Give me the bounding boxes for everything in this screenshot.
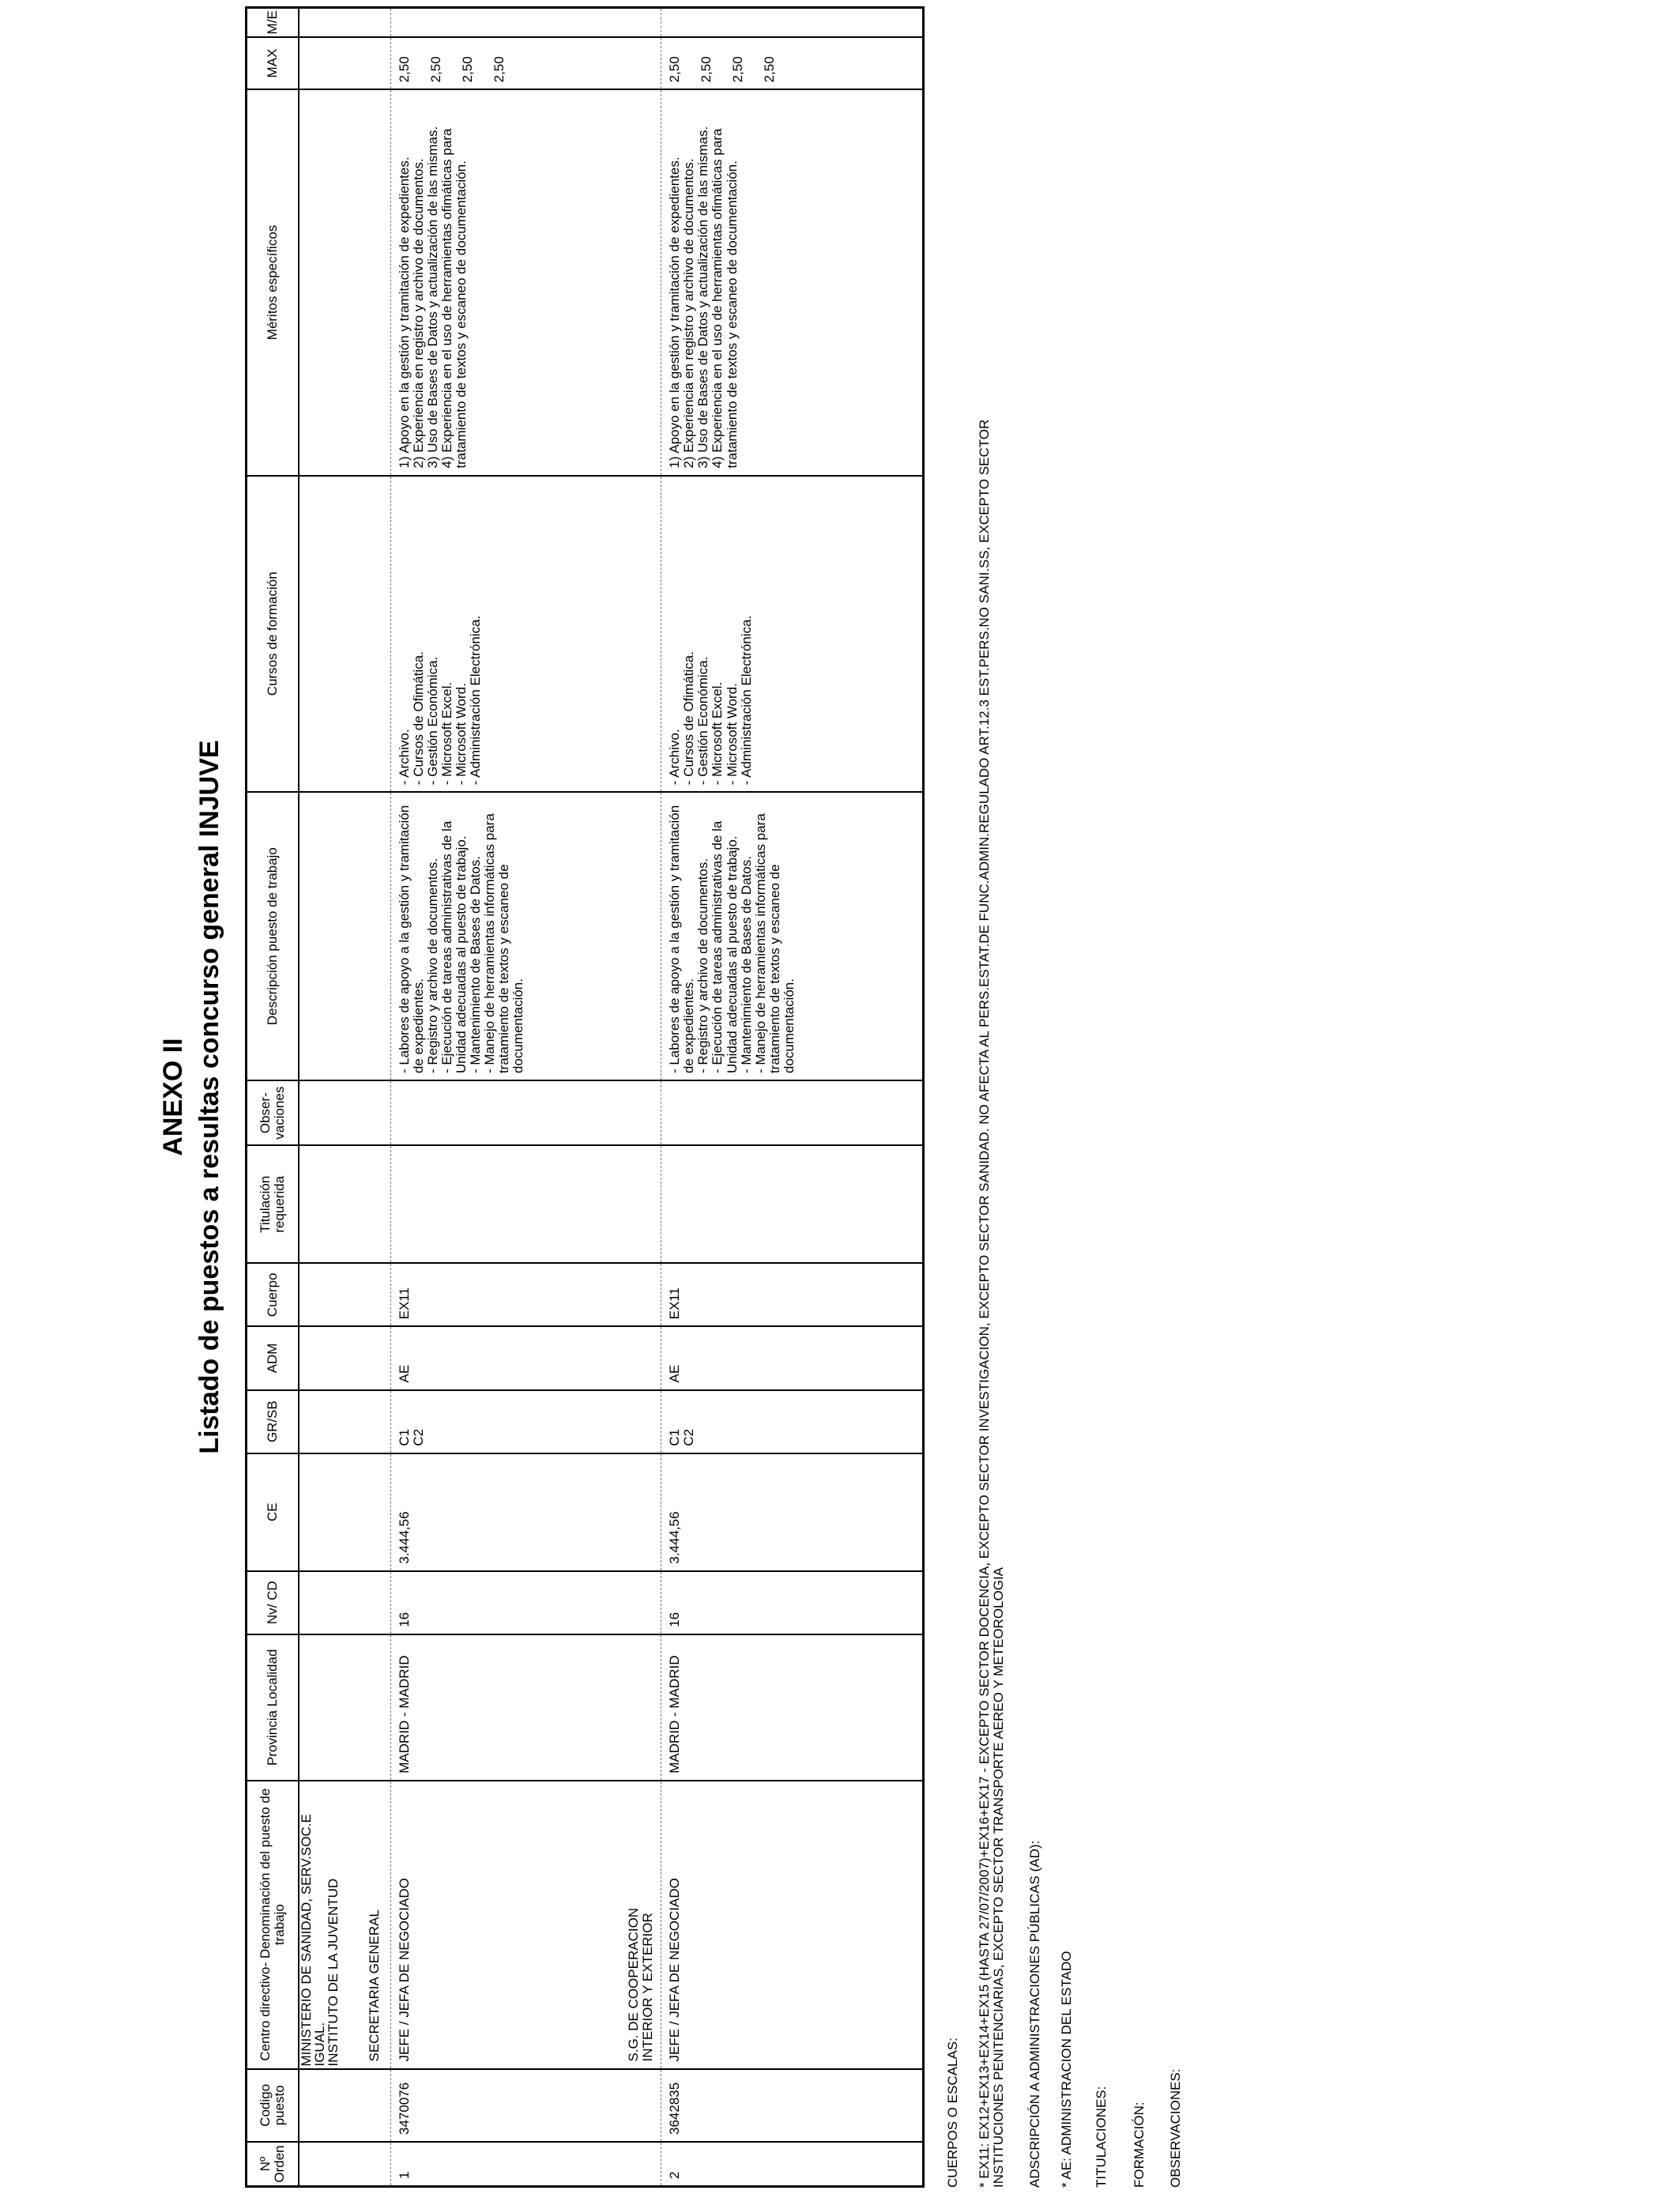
col-cursos-header: Cursos de formación	[247, 476, 299, 793]
row-meritos	[661, 89, 924, 475]
row-codigo: 3470076	[390, 2069, 661, 2142]
desc-item: - Mantenimiento de Bases de Datos.	[738, 856, 754, 1074]
desc-item: - Labores de apoyo a la gestión y tramitación de expedientes.	[396, 805, 426, 1074]
row-descripcion	[661, 792, 924, 1080]
grsb-1: C1	[396, 1428, 412, 1446]
col-observaciones-header: Obser- vaciones	[247, 1080, 299, 1145]
grsb-1: C1	[667, 1428, 683, 1446]
row-centro	[366, 1781, 661, 2069]
row-observaciones	[390, 1080, 661, 1145]
merito-item: 4) Experiencia en el uso de herramientas ofimáticas para tratamiento de textos y escaneo de documentación.	[439, 128, 469, 469]
curso-item: - Archivo.	[667, 729, 683, 786]
desc-item: - Manejo de herramientas informáticas para tratamiento de textos y escaneo de documentación.	[481, 813, 525, 1074]
merito-item: 2) Experiencia en registro y archivo de documentos.	[410, 158, 426, 469]
max-value: 2,50	[699, 56, 714, 83]
row-observaciones	[661, 1080, 924, 1145]
col-max-header: MAX	[247, 37, 299, 90]
row-ce: 3.444,56	[661, 1453, 924, 1571]
institute-name: INSTITUTO DE LA JUVENTUD	[326, 1878, 341, 2067]
table-row	[390, 8, 661, 2187]
col-descripcion-header: Descripción puesto de trabajo	[247, 792, 299, 1080]
curso-item: - Gestión Económica.	[424, 656, 440, 786]
positions-table	[245, 6, 925, 2188]
row-ce: 3.444,56	[390, 1453, 661, 1571]
row-max	[390, 37, 661, 90]
row-me	[661, 8, 924, 37]
desc-item: - Registro y archivo de documentos.	[695, 858, 711, 1074]
merito-item: 1) Apoyo en la gestión y tramitación de expedientes.	[396, 156, 412, 469]
max-value: 2,50	[491, 56, 507, 83]
grsb-2: C2	[410, 1428, 426, 1446]
row-provincia: MADRID - MADRID	[661, 1634, 924, 1781]
row-grsb	[390, 1390, 661, 1453]
row-unidad: S.G. DE COOPERACION INTERIOR Y EXTERIOR	[626, 1907, 656, 2062]
row-cuerpo: EX11	[661, 1263, 924, 1326]
row-titulacion	[661, 1145, 924, 1263]
col-meritos-header: Méritos específicos	[247, 89, 299, 475]
desc-item: - Ejecución de tareas administrativas de la Unidad adecuadas al puesto de trabajo.	[710, 820, 740, 1074]
observaciones-heading: OBSERVACIONES:	[1168, 2068, 1183, 2188]
desc-item: - Labores de apoyo a la gestión y tramitación de expedientes.	[667, 805, 697, 1074]
row-descripcion	[390, 792, 661, 1080]
row-grsb	[661, 1390, 924, 1453]
curso-item: - Gestión Económica.	[695, 656, 711, 786]
desc-item: - Mantenimiento de Bases de Datos.	[467, 856, 483, 1074]
row-titulacion	[390, 1145, 661, 1263]
merito-item: 2) Experiencia en registro y archivo de documentos.	[681, 158, 697, 469]
curso-item: - Microsoft Word.	[453, 683, 469, 786]
desc-item: - Registro y archivo de documentos.	[424, 858, 440, 1074]
col-centro-header: Centro directivo- Denominación del puesto de trabajo	[247, 1781, 299, 2069]
merito-item: 4) Experiencia en el uso de herramientas ofimáticas para tratamiento de textos y escaneo de documentación.	[710, 128, 740, 469]
row-cuerpo: EX11	[390, 1263, 661, 1326]
table-row	[661, 8, 924, 2187]
col-cuerpo-header: Cuerpo	[247, 1263, 299, 1326]
row-nivel: 16	[390, 1571, 661, 1634]
curso-item: - Cursos de Ofimática.	[681, 651, 697, 786]
col-codigo-header: Codigo puesto	[247, 2069, 299, 2142]
max-value: 2,50	[667, 56, 683, 83]
ministry-name: MINISTERIO DE SANIDAD, SERV.SOC.E IGUAL.	[299, 1814, 327, 2067]
row-unidad: SECRETARIA GENERAL	[366, 1909, 382, 2062]
cuerpos-heading: CUERPOS O ESCALAS:	[945, 2038, 960, 2188]
cuerpos-line-2: INSTITUCIONES PENITENCIARIAS, EXCEPTO SECTOR TRANSPORTE AEREO Y METEOROLOGIA	[991, 1566, 1006, 2188]
row-orden: 2	[661, 2142, 924, 2187]
curso-item: - Microsoft Excel.	[439, 681, 454, 786]
row-adm: AE	[390, 1326, 661, 1389]
row-orden: 1	[390, 2142, 661, 2187]
grsb-2: C2	[681, 1428, 697, 1446]
max-value: 2,50	[396, 56, 412, 83]
col-me-header: M/E	[247, 8, 299, 37]
merito-item: 3) Uso de Bases de Datos y actualización de las mismas.	[695, 126, 711, 469]
max-value: 2,50	[459, 56, 475, 83]
curso-item: - Administración Electrónica.	[738, 615, 754, 786]
max-value: 2,50	[762, 56, 778, 83]
col-titulacion-header: Titulación requerida	[247, 1145, 299, 1263]
row-puesto: JEFE / JEFA DE NEGOCIADO	[396, 1878, 412, 2062]
row-provincia: MADRID - MADRID	[390, 1634, 661, 1781]
col-grsb-header: GR/SB	[247, 1390, 299, 1453]
cuerpos-line-1: * EX11: EX12+EX13+EX14+EX15 (HASTA 27/07/2007)+EX16+EX17 - EXCEPTO SECTOR DOCENCIA, EXCEPTO SECTOR INVESTIGACION, EXCEPTO SECTOR SANIDAD. NO AFECTA AL PERS.ESTAT.DE FUNC.ADMIN.REGULADO ART.12.3 EST.PERS.NO SANI.SS, EXCEPTO SECTOR	[977, 419, 992, 2188]
desc-item: - Ejecución de tareas administrativas de la Unidad adecuadas al puesto de trabajo.	[439, 820, 469, 1074]
formacion-heading: FORMACIÓN:	[1132, 2102, 1147, 2188]
curso-item: - Microsoft Word.	[724, 683, 740, 786]
row-max	[661, 37, 924, 90]
row-meritos	[390, 89, 661, 475]
adscripcion-line: * AE: ADMINISTRACION DEL ESTADO	[1059, 1951, 1074, 2188]
row-nivel: 16	[661, 1571, 924, 1634]
titulaciones-heading: TITULACIONES:	[1094, 2086, 1109, 2188]
curso-item: - Microsoft Excel.	[710, 681, 725, 786]
row-cursos	[390, 476, 661, 793]
row-adm: AE	[661, 1326, 924, 1389]
merito-item: 3) Uso de Bases de Datos y actualización de las mismas.	[424, 126, 440, 469]
curso-item: - Cursos de Ofimática.	[410, 651, 426, 786]
max-value: 2,50	[730, 56, 746, 83]
col-nivel-header: Nv/ CD	[247, 1571, 299, 1634]
curso-item: - Archivo.	[396, 729, 412, 786]
adscripcion-heading: ADSCRIPCIÓN A ADMINISTRACIONES PÚBLICAS (AD):	[1027, 1840, 1042, 2188]
row-centro	[626, 1781, 924, 2069]
merito-item: 1) Apoyo en la gestión y tramitación de expedientes.	[667, 156, 683, 469]
row-me	[390, 8, 661, 37]
curso-item: - Administración Electrónica.	[467, 615, 483, 786]
col-ce-header: CE	[247, 1453, 299, 1571]
row-cursos	[661, 476, 924, 793]
desc-item: - Manejo de herramientas informáticas para tratamiento de textos y escaneo de documentación.	[752, 813, 797, 1074]
col-orden-header: Nº Orden	[247, 2142, 299, 2187]
page-subtitle: Listado de puestos a resultas concurso general INJUVE	[194, 740, 224, 1454]
max-value: 2,50	[428, 56, 443, 83]
row-codigo: 3642835	[661, 2069, 924, 2142]
page-title: ANEXO II	[158, 1038, 188, 1156]
table-header-row	[247, 8, 299, 2187]
col-adm-header: ADM	[247, 1326, 299, 1389]
row-puesto: JEFE / JEFA DE NEGOCIADO	[667, 1878, 683, 2062]
col-provincia-header: Provincia Localidad	[247, 1634, 299, 1781]
